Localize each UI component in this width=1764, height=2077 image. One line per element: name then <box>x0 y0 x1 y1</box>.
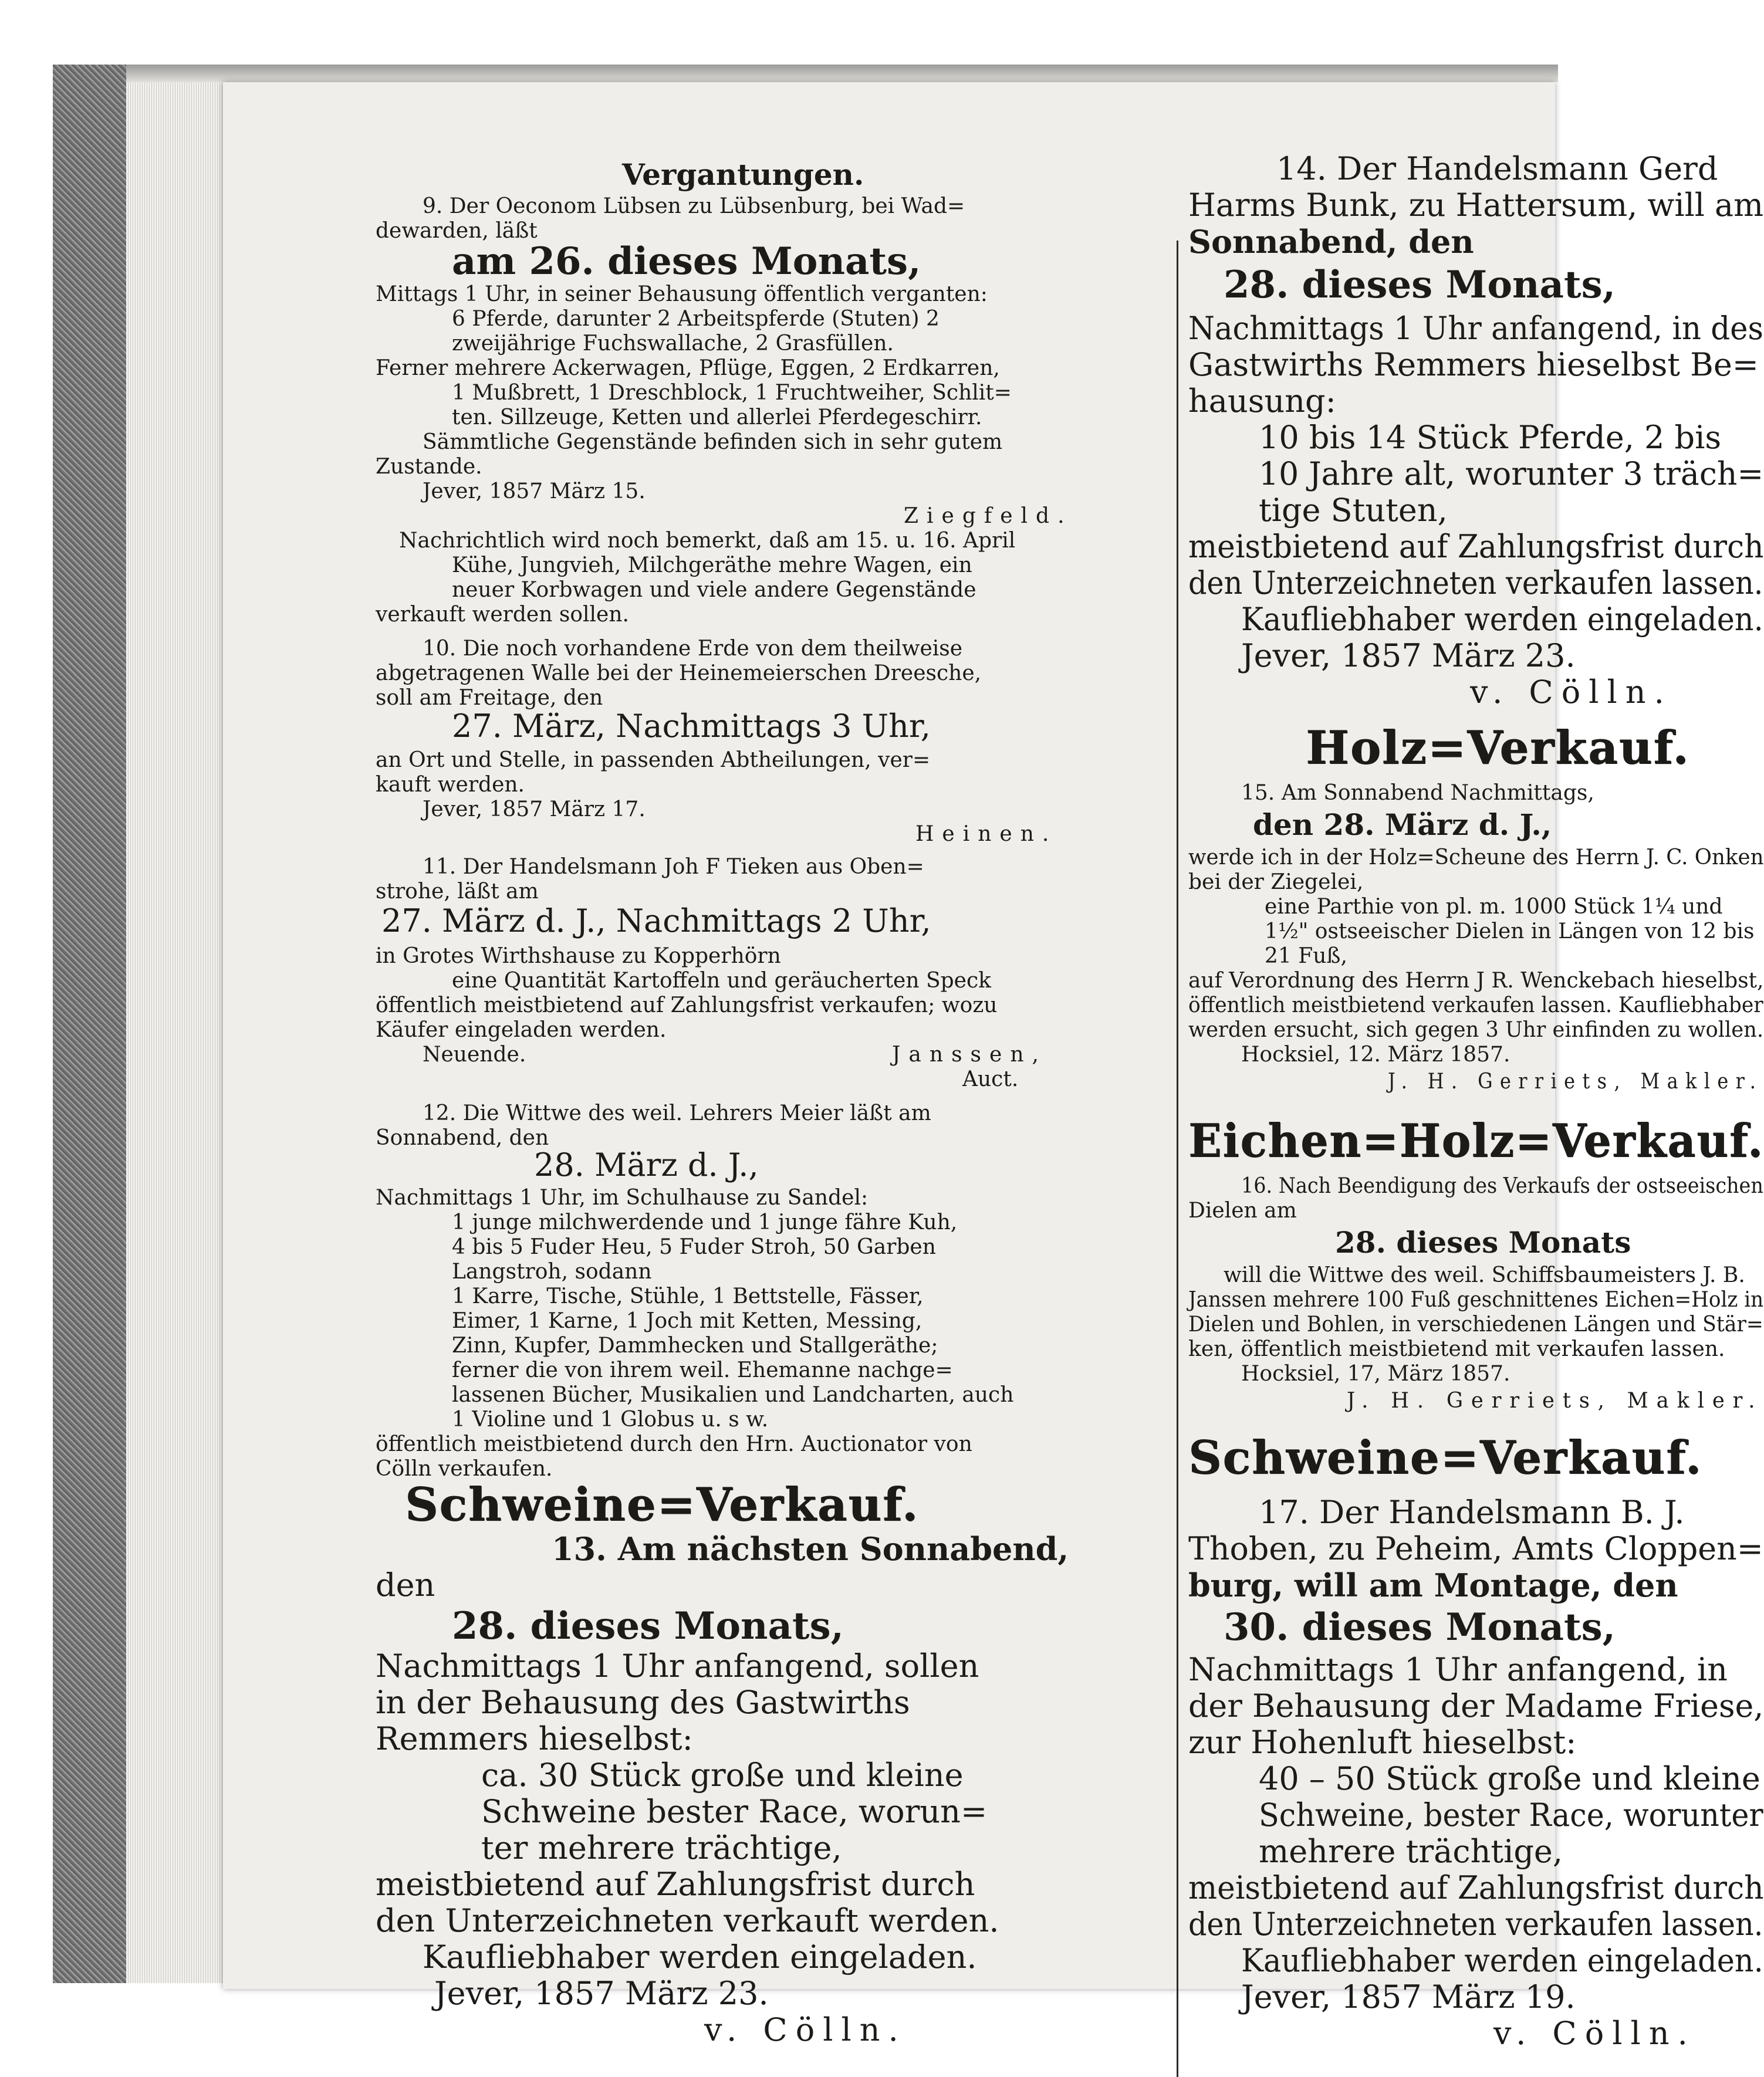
page-edges <box>126 76 229 1983</box>
notice-11-date: 27. März d. J., Nachmittags 2 Uhr, <box>381 902 931 939</box>
notice-15-line: auf Verordnung des Herrn J R. Wenckebach hieselbst, <box>1188 969 1764 993</box>
notice-12-line: Langstroh, sodann <box>452 1260 652 1284</box>
page-shadow <box>126 65 1558 82</box>
notice-9-line: dewarden, läßt <box>376 219 538 243</box>
notice-13-line: Kaufliebhaber werden eingeladen. <box>423 1939 977 1975</box>
notice-15-line: öffentlich meistbietend verkaufen lassen. Kaufliebhaber <box>1188 993 1763 1017</box>
notice-12-line: 1 junge milchwerdende und 1 junge fähre Kuh, <box>452 1210 958 1234</box>
notice-9-line: Mittags 1 Uhr, in seiner Behausung öffentlich verganten: <box>376 282 988 306</box>
notice-12-line: Sonnabend, den <box>376 1126 549 1150</box>
notice-13-title: Schweine=Verkauf. <box>405 1478 919 1531</box>
notice-9-line: Sämmtliche Gegenstände befinden sich in sehr gutem <box>423 430 1003 454</box>
notice-15-line: eine Parthie von pl. m. 1000 Stück 1¼ und <box>1265 895 1723 919</box>
book-binding <box>53 65 129 1983</box>
notice-10-line: kauft werden. <box>376 773 525 797</box>
notice-17-line: mehrere trächtige, <box>1259 1833 1563 1870</box>
notice-16-line: 16. Nach Beendigung des Verkaufs der ostseeischen <box>1241 1174 1763 1198</box>
notice-15-title: Holz=Verkauf. <box>1306 721 1690 774</box>
notice-11-signature-title: Auct. <box>962 1067 1019 1091</box>
notice-12-line: lassenen Bücher, Musikalien und Landcharten, auch <box>452 1383 1014 1407</box>
notice-12-line: Cölln verkaufen. <box>376 1457 553 1481</box>
notice-14-line: Nachmittags 1 Uhr anfangend, in des <box>1188 310 1763 347</box>
notice-17-line: Thoben, zu Peheim, Amts Cloppen= <box>1188 1530 1763 1567</box>
notice-10-line: abgetragenen Walle bei der Heinemeierschen Dreesche, <box>376 661 982 685</box>
notice-9-line: neuer Korbwagen und viele andere Gegenstände <box>452 578 976 602</box>
notice-13-line: Schweine bester Race, worun= <box>481 1793 988 1830</box>
notice-12-line: 4 bis 5 Fuder Heu, 5 Fuder Stroh, 50 Garben <box>452 1235 936 1259</box>
notice-12-line: Nachmittags 1 Uhr, im Schulhause zu Sandel: <box>376 1186 869 1210</box>
notice-15-line: 21 Fuß, <box>1265 944 1347 968</box>
notice-13-line: ter mehrere trächtige, <box>481 1829 842 1866</box>
notice-13-dateline: Jever, 1857 März 23. <box>434 1975 769 2012</box>
notice-10-line: 10. Die noch vorhandene Erde von dem theilweise <box>423 637 963 661</box>
notice-17-line: 17. Der Handelsmann B. J. <box>1259 1494 1685 1531</box>
notice-10-date: 27. März, Nachmittags 3 Uhr, <box>452 708 931 745</box>
notice-17-line: meistbietend auf Zahlungsfrist durch <box>1188 1869 1764 1906</box>
notice-11-line: 11. Der Handelsmann Joh F Tieken aus Oben= <box>423 855 924 879</box>
section-heading: Vergantungen. <box>622 157 864 192</box>
notice-16-line: ken, öffentlich meistbietend mit verkaufen lassen. <box>1188 1337 1725 1361</box>
column-divider <box>1177 241 1178 2077</box>
notice-11-line: Käufer eingeladen werden. <box>376 1018 667 1042</box>
notice-17-line: burg, will am Montage, den <box>1188 1567 1678 1604</box>
notice-12-line: 12. Die Wittwe des weil. Lehrers Meier läßt am <box>423 1101 931 1125</box>
notice-16-dateline: Hocksiel, 17, März 1857. <box>1241 1362 1510 1386</box>
notice-12-line: 1 Karre, Tische, Stühle, 1 Bettstelle, Fässer, <box>452 1284 924 1308</box>
notice-14-signature: v. Cölln. <box>1470 674 1672 711</box>
notice-15-signature: J. H. Gerriets, Makler. <box>1388 1070 1763 1094</box>
notice-15-dateline: Hocksiel, 12. März 1857. <box>1241 1043 1510 1067</box>
notice-13-line: Remmers hieselbst: <box>376 1720 693 1757</box>
notice-17-line: den Unterzeichneten verkaufen lassen. <box>1188 1906 1763 1943</box>
notice-17-line: Kaufliebhaber werden eingeladen. <box>1241 1942 1763 1979</box>
notice-9-line: Kühe, Jungvieh, Milchgeräthe mehre Wagen, ein <box>452 553 972 577</box>
notice-13-line: 13. Am nächsten Sonnabend, <box>552 1530 1069 1568</box>
notice-14-line: Sonnabend, den <box>1188 223 1474 261</box>
notice-16-date: 28. dieses Monats <box>1335 1225 1631 1260</box>
notice-12-line: öffentlich meistbietend durch den Hrn. Auctionator von <box>376 1432 972 1456</box>
notice-13-line: den <box>376 1567 435 1604</box>
notice-17-line: der Behausung der Madame Friese, <box>1188 1687 1764 1724</box>
notice-17-line: Nachmittags 1 Uhr anfangend, in <box>1188 1651 1728 1688</box>
notice-16-line: Janssen mehrere 100 Fuß geschnittenes Eichen=Holz in <box>1188 1288 1764 1312</box>
notice-9-line: zweijährige Fuchswallache, 2 Grasfüllen. <box>452 331 894 356</box>
notice-10-line: an Ort und Stelle, in passenden Abtheilungen, ver= <box>376 748 931 772</box>
notice-17-line: 40 – 50 Stück große und kleine <box>1259 1760 1760 1797</box>
notice-14-line: tige Stuten, <box>1259 492 1448 529</box>
notice-17-dateline: Jever, 1857 März 19. <box>1241 1978 1576 2015</box>
notice-14-line: 10 bis 14 Stück Pferde, 2 bis <box>1259 419 1722 456</box>
notice-11-line: eine Quantität Kartoffeln und geräucherten Speck <box>452 969 991 993</box>
notice-14-line: hausung: <box>1188 383 1336 420</box>
notice-12-line: Zinn, Kupfer, Dammhecken und Stallgeräthe; <box>452 1334 938 1358</box>
notice-11-signature: Janssen, <box>892 1043 1047 1067</box>
notice-14-line: Harms Bunk, zu Hattersum, will am <box>1188 187 1764 224</box>
notice-15-line: werde ich in der Holz=Scheune des Herrn J. C. Onken <box>1188 845 1764 870</box>
notice-10-dateline: Jever, 1857 März 17. <box>423 797 646 821</box>
notice-16-line: Dielen und Bohlen, in verschiedenen Längen und Stär= <box>1188 1312 1763 1337</box>
notice-13-line: ca. 30 Stück große und kleine <box>481 1757 964 1794</box>
notice-9-line: Zustande. <box>376 455 482 479</box>
notice-13-line: den Unterzeichneten verkauft werden. <box>376 1902 999 1939</box>
notice-10-line: soll am Freitage, den <box>376 686 603 710</box>
notice-14-dateline: Jever, 1857 März 23. <box>1241 637 1576 674</box>
newspaper-page <box>223 82 1764 2052</box>
notice-12-line: 1 Violine und 1 Globus u. s w. <box>452 1408 769 1432</box>
notice-12-line: ferner die von ihrem weil. Ehemanne nachge= <box>452 1358 953 1382</box>
notice-9-signature: Ziegfeld. <box>904 504 1073 528</box>
notice-9-date: am 26. dieses Monats, <box>452 239 921 283</box>
notice-17-line: Schweine, bester Race, worunter <box>1259 1797 1763 1834</box>
notice-9-line: 6 Pferde, darunter 2 Arbeitspferde (Stuten) 2 <box>452 307 940 331</box>
notice-9-line: Nachrichtlich wird noch bemerkt, daß am 15. u. 16. April <box>399 529 1016 553</box>
notice-11-line: in Grotes Wirthshause zu Kopperhörn <box>376 944 781 968</box>
notice-9-line: 1 Mußbrett, 1 Dreschblock, 1 Fruchtweiher, Schlit= <box>452 381 1012 405</box>
notice-9-dateline: Jever, 1857 März 15. <box>423 479 646 503</box>
notice-13-signature: v. Cölln. <box>704 2011 907 2048</box>
notice-14-line: Kaufliebhaber werden eingeladen. <box>1241 601 1763 638</box>
notice-15-date: den 28. März d. J., <box>1253 807 1552 842</box>
notice-14-date: 28. dieses Monats, <box>1224 263 1616 307</box>
notice-12-line: Eimer, 1 Karne, 1 Joch mit Ketten, Messing, <box>452 1309 922 1333</box>
notice-9-line: ten. Sillzeuge, Ketten und allerlei Pferdegeschirr. <box>452 405 982 429</box>
notice-13-line: Nachmittags 1 Uhr anfangend, sollen <box>376 1648 979 1684</box>
notice-14-line: meistbietend auf Zahlungsfrist durch <box>1188 528 1764 565</box>
notice-13-line: in der Behausung des Gastwirths <box>376 1684 910 1721</box>
notice-10-signature: Heinen. <box>915 822 1057 846</box>
notice-15-line: 1½" ostseeischer Dielen in Längen von 12 bis <box>1265 919 1755 943</box>
notice-12-date: 28. März d. J., <box>534 1146 759 1183</box>
notice-14-line: den Unterzeichneten verkaufen lassen. <box>1188 564 1763 601</box>
notice-14-line: Gastwirths Remmers hieselbst Be= <box>1188 346 1759 383</box>
notice-15-line: werden ersucht, sich gegen 3 Uhr einfinden zu wollen. <box>1188 1018 1764 1042</box>
notice-13-line: meistbietend auf Zahlungsfrist durch <box>376 1866 975 1903</box>
notice-17-title: Schweine=Verkauf. <box>1188 1431 1702 1484</box>
notice-16-line: Dielen am <box>1188 1199 1297 1223</box>
notice-11-line: strohe, läßt am <box>376 879 539 904</box>
notice-15-line: 15. Am Sonnabend Nachmittags, <box>1241 781 1594 805</box>
notice-16-title: Eichen=Holz=Verkauf. <box>1188 1114 1764 1168</box>
notice-17-date: 30. dieses Monats, <box>1224 1605 1616 1649</box>
notice-9-line: verkauft werden sollen. <box>376 603 629 627</box>
notice-13-date: 28. dieses Monats, <box>452 1604 844 1648</box>
notice-9-line: 9. Der Oeconom Lübsen zu Lübsenburg, bei Wad= <box>423 194 965 218</box>
notice-15-line: bei der Ziegelei, <box>1188 870 1364 894</box>
notice-16-line: will die Wittwe des weil. Schiffsbaumeisters J. B. <box>1224 1263 1745 1287</box>
notice-14-line: 14. Der Handelsmann Gerd <box>1276 150 1718 187</box>
notice-9-line: Ferner mehrere Ackerwagen, Pflüge, Eggen, 2 Erdkarren, <box>376 356 1000 380</box>
notice-14-line: 10 Jahre alt, worunter 3 träch= <box>1259 455 1764 492</box>
notice-11-place: Neuende. <box>423 1043 526 1067</box>
notice-17-line: zur Hohenluft hieselbst: <box>1188 1724 1577 1761</box>
notice-17-signature: v. Cölln. <box>1493 2015 1696 2052</box>
notice-11-line: öffentlich meistbietend auf Zahlungsfrist verkaufen; wozu <box>376 993 998 1017</box>
notice-16-signature: J. H. Gerriets, Makler. <box>1347 1389 1763 1413</box>
